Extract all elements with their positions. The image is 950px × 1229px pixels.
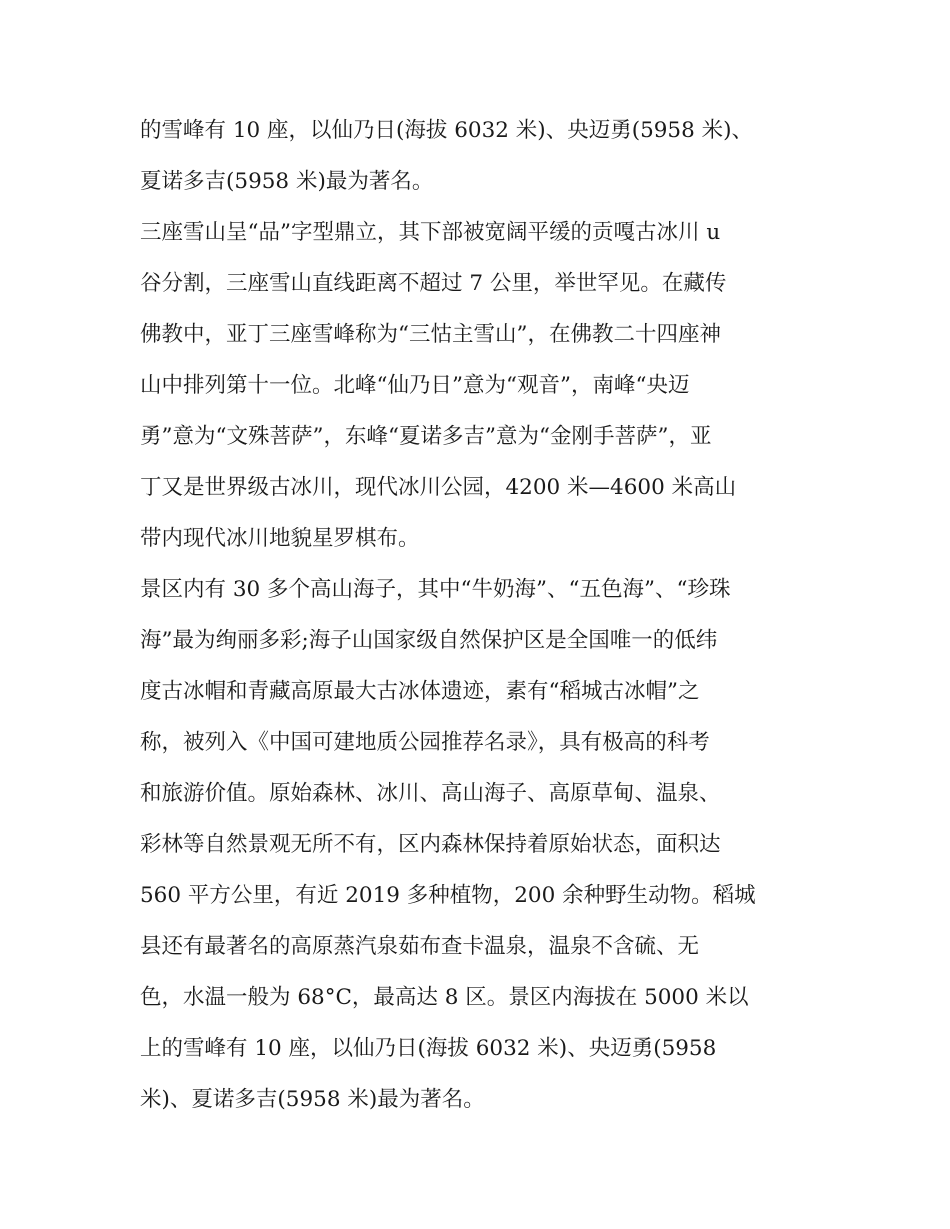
text-line: 带内现代冰川地貌星罗棋布。 bbox=[140, 526, 420, 551]
text-line: 称，被列入《中国可建地质公园推荐名录》，具有极高的科考 bbox=[140, 730, 710, 755]
text-line: 山中排列第十一位。北峰“仙乃日”意为“观音”，南峰“央迈 bbox=[140, 373, 690, 398]
text-line: 度古冰帽和青藏高原最大古冰体遗迹，素有“稻城古冰帽”之 bbox=[140, 679, 700, 704]
text-line: 景区内有 30 多个高山海子，其中“牛奶海”、“五色海”、“珍珠 bbox=[140, 577, 731, 602]
text-line: 海”最为绚丽多彩;海子山国家级自然保护区是全国唯一的低纬 bbox=[140, 628, 718, 653]
text-line: 米)、夏诺多吉(5958 米)最为著名。 bbox=[140, 1087, 485, 1112]
text-line: 谷分割，三座雪山直线距离不超过 7 公里，举世罕见。在藏传 bbox=[140, 271, 727, 296]
text-line: 的雪峰有 10 座，以仙乃日(海拔 6032 米)、央迈勇(5958 米)、 bbox=[140, 118, 754, 143]
text-line: 560 平方公里，有近 2019 多种植物，200 余种野生动物。稻城 bbox=[140, 883, 756, 908]
text-line: 三座雪山呈“品”字型鼎立，其下部被宽阔平缓的贡嘎古冰川 u bbox=[140, 220, 721, 245]
text-line: 县还有最著名的高原蒸汽泉茹布查卡温泉，温泉不含硫、无 bbox=[140, 934, 700, 959]
text-line: 色，水温一般为 68°C，最高达 8 区。景区内海拔在 5000 米以 bbox=[140, 985, 749, 1010]
paragraph-3 bbox=[140, 564, 812, 1125]
text-line: 彩林等自然景观无所不有，区内森林保持着原始状态，面积达 bbox=[140, 832, 721, 857]
text-line: 和旅游价值。原始森林、冰川、高山海子、高原草甸、温泉、 bbox=[140, 781, 721, 806]
text-line: 上的雪峰有 10 座，以仙乃日(海拔 6032 米)、央迈勇(5958 bbox=[140, 1036, 717, 1061]
paragraph-1 bbox=[140, 105, 812, 207]
body-text bbox=[140, 105, 812, 1125]
text-line: 勇”意为“文殊菩萨”，东峰“夏诺多吉”意为“金刚手菩萨”，亚 bbox=[140, 424, 712, 449]
text-line: 佛教中，亚丁三座雪峰称为“三怙主雪山”，在佛教二十四座神 bbox=[140, 322, 721, 347]
paragraph-2 bbox=[140, 207, 812, 564]
text-line: 丁又是世界级古冰川，现代冰川公园，4200 米—4600 米高山 bbox=[140, 475, 737, 500]
text-line: 夏诺多吉(5958 米)最为著名。 bbox=[140, 169, 434, 194]
